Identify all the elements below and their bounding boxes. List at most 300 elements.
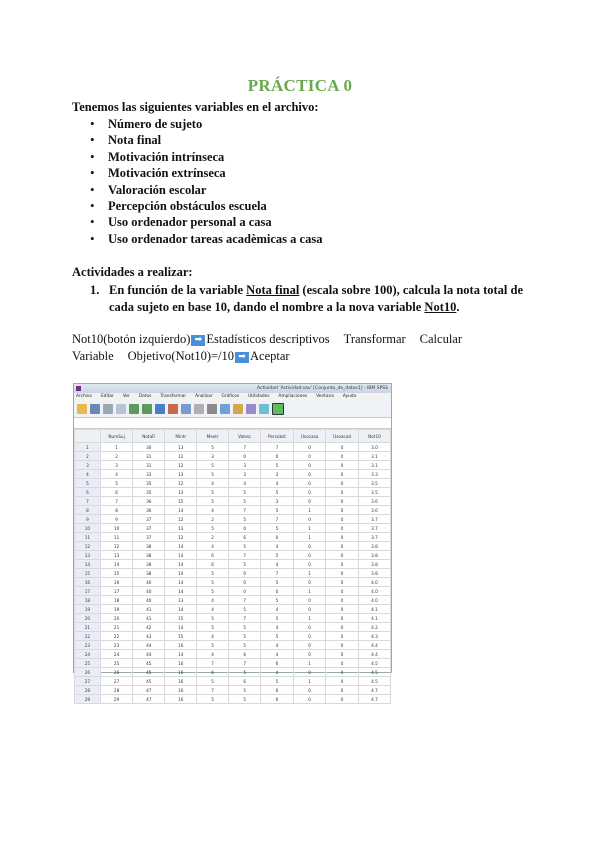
table-cell[interactable]: 0 [326,650,359,659]
table-cell[interactable]: 0 [326,533,359,542]
table-cell[interactable]: 14 [165,551,197,560]
find-icon[interactable] [207,404,217,414]
table-cell[interactable]: 13 [165,488,197,497]
table-cell[interactable]: 0 [326,641,359,650]
table-cell[interactable]: 4.0 [358,587,390,596]
menu-item[interactable]: Editar [101,394,114,399]
column-header[interactable]: Not10 [358,430,390,443]
dialog-recall-icon[interactable] [116,404,126,414]
value-labels-icon[interactable] [259,404,269,414]
row-number[interactable]: 7 [75,497,101,506]
table-cell[interactable]: 45 [133,668,165,677]
table-cell[interactable]: 3 [100,461,132,470]
table-cell[interactable]: 0 [326,605,359,614]
menu-item[interactable]: Analizar [195,394,213,399]
table-cell[interactable]: 45 [133,677,165,686]
table-cell[interactable]: 0 [293,551,326,560]
table-cell[interactable]: 5 [197,524,229,533]
table-cell[interactable]: 35 [133,479,165,488]
table-row[interactable] [75,605,391,614]
table-cell[interactable]: 5 [197,677,229,686]
table-cell[interactable]: 14 [165,605,197,614]
table-cell[interactable]: 0 [293,515,326,524]
table-cell[interactable]: 9 [100,515,132,524]
table-cell[interactable]: 6 [197,668,229,677]
table-cell[interactable]: 3.0 [358,443,390,452]
menu-item[interactable]: Transformar [160,394,187,399]
table-cell[interactable]: 6 [229,677,261,686]
table-cell[interactable]: 14 [165,623,197,632]
table-cell[interactable]: 25 [100,659,132,668]
row-number[interactable]: 5 [75,479,101,488]
table-cell[interactable]: 0 [293,578,326,587]
table-cell[interactable]: 5 [261,632,294,641]
table-cell[interactable]: 12 [165,479,197,488]
table-row[interactable] [75,551,391,560]
row-number[interactable]: 11 [75,533,101,542]
table-cell[interactable]: 14 [165,650,197,659]
print-icon[interactable] [103,404,113,414]
table-cell[interactable]: 6 [197,551,229,560]
menu-item[interactable]: Ayuda [342,394,357,399]
column-header[interactable]: Valesc [229,430,261,443]
table-cell[interactable]: 3 [261,470,294,479]
table-cell[interactable]: 26 [100,668,132,677]
table-cell[interactable]: 36 [133,497,165,506]
table-cell[interactable]: 14 [165,506,197,515]
table-row[interactable] [75,443,391,452]
column-header[interactable]: Usocasa [293,430,326,443]
table-cell[interactable]: 5 [229,623,261,632]
table-cell[interactable]: 31 [133,452,165,461]
table-cell[interactable]: 16 [165,641,197,650]
table-cell[interactable]: 4 [197,479,229,488]
table-cell[interactable]: 6 [229,650,261,659]
table-cell[interactable]: 7 [261,443,294,452]
table-cell[interactable]: 0 [293,497,326,506]
table-cell[interactable]: 31 [133,461,165,470]
table-cell[interactable]: 3.1 [358,461,390,470]
table-cell[interactable]: 7 [261,515,294,524]
split-file-icon[interactable] [220,404,230,414]
table-cell[interactable]: 4.4 [358,650,390,659]
table-cell[interactable]: 5 [197,461,229,470]
table-row[interactable] [75,623,391,632]
table-cell[interactable]: 0 [326,614,359,623]
table-cell[interactable]: 4 [197,542,229,551]
table-cell[interactable]: 43 [133,632,165,641]
goto-case-icon[interactable] [155,404,165,414]
table-row[interactable] [75,596,391,605]
table-cell[interactable]: 1 [293,659,326,668]
table-cell[interactable]: 45 [133,659,165,668]
table-cell[interactable]: 0 [326,668,359,677]
table-cell[interactable]: 3.7 [358,533,390,542]
table-cell[interactable]: 4.0 [358,578,390,587]
table-cell[interactable]: 16 [165,677,197,686]
table-cell[interactable]: 6 [229,533,261,542]
table-cell[interactable]: 0 [293,488,326,497]
row-number[interactable]: 17 [75,587,101,596]
table-cell[interactable]: 16 [165,659,197,668]
table-cell[interactable]: 0 [293,596,326,605]
table-row[interactable] [75,659,391,668]
table-cell[interactable]: 38 [133,560,165,569]
table-cell[interactable]: 0 [326,551,359,560]
table-cell[interactable]: 0 [293,479,326,488]
run-icon[interactable] [194,404,204,414]
row-number[interactable]: 14 [75,560,101,569]
table-cell[interactable]: 0 [229,524,261,533]
table-cell[interactable]: 5 [261,596,294,605]
table-cell[interactable]: 14 [165,578,197,587]
menu-item[interactable]: Ventana [316,394,334,399]
redo-icon[interactable] [142,404,152,414]
table-cell[interactable]: 3.8 [358,551,390,560]
table-cell[interactable]: 38 [133,551,165,560]
row-number[interactable]: 26 [75,668,101,677]
table-cell[interactable]: 0 [326,587,359,596]
table-cell[interactable]: 5 [229,515,261,524]
table-cell[interactable]: 12 [165,533,197,542]
table-cell[interactable]: 0 [293,443,326,452]
table-row[interactable] [75,497,391,506]
table-cell[interactable]: 4.0 [358,596,390,605]
table-cell[interactable]: 7 [229,551,261,560]
table-cell[interactable]: 3.8 [358,569,390,578]
table-cell[interactable]: 0 [293,686,326,695]
table-cell[interactable]: 0 [326,578,359,587]
table-cell[interactable]: 7 [197,659,229,668]
table-cell[interactable]: 14 [100,560,132,569]
table-row[interactable] [75,695,391,704]
table-cell[interactable]: 16 [100,578,132,587]
column-header[interactable]: Usoacad [326,430,359,443]
table-cell[interactable]: 5 [229,632,261,641]
row-number[interactable]: 6 [75,488,101,497]
row-number[interactable]: 22 [75,632,101,641]
table-cell[interactable]: 5 [229,497,261,506]
row-number[interactable]: 25 [75,659,101,668]
table-cell[interactable]: 4.1 [358,605,390,614]
table-cell[interactable]: 0 [229,452,261,461]
table-cell[interactable]: 0 [229,578,261,587]
table-cell[interactable]: 4.5 [358,659,390,668]
table-cell[interactable]: 7 [229,596,261,605]
table-cell[interactable]: 0 [326,443,359,452]
table-cell[interactable]: 3.7 [358,524,390,533]
table-cell[interactable]: 1 [293,569,326,578]
table-cell[interactable]: 5 [197,623,229,632]
row-number[interactable]: 10 [75,524,101,533]
table-cell[interactable]: 44 [133,650,165,659]
grid-corner[interactable] [75,430,101,443]
table-cell[interactable]: 5 [197,569,229,578]
table-cell[interactable]: 0 [326,452,359,461]
table-cell[interactable]: 4.5 [358,677,390,686]
table-cell[interactable]: 15 [165,632,197,641]
table-cell[interactable]: 0 [326,515,359,524]
table-cell[interactable]: 7 [229,506,261,515]
table-row[interactable] [75,641,391,650]
table-cell[interactable]: 0 [326,479,359,488]
table-cell[interactable]: 4 [261,479,294,488]
row-number[interactable]: 3 [75,461,101,470]
menu-item[interactable]: Archivo [76,394,93,399]
table-cell[interactable]: 5 [261,524,294,533]
table-cell[interactable]: 40 [133,596,165,605]
table-row[interactable] [75,560,391,569]
table-cell[interactable]: 37 [133,515,165,524]
weight-cases-icon[interactable] [233,404,243,414]
table-cell[interactable]: 5 [197,641,229,650]
row-number[interactable]: 15 [75,569,101,578]
table-cell[interactable]: 0 [293,605,326,614]
table-cell[interactable]: 23 [100,641,132,650]
table-cell[interactable]: 3.7 [358,515,390,524]
table-cell[interactable]: 0 [326,461,359,470]
table-cell[interactable]: 13 [165,443,197,452]
table-cell[interactable]: 28 [100,686,132,695]
row-number[interactable]: 4 [75,470,101,479]
select-cases-icon[interactable] [246,404,256,414]
table-cell[interactable]: 18 [100,596,132,605]
table-cell[interactable]: 0 [293,641,326,650]
table-cell[interactable]: 5 [197,578,229,587]
table-cell[interactable]: 7 [100,497,132,506]
table-cell[interactable]: 0 [293,623,326,632]
table-cell[interactable]: 0 [326,695,359,704]
table-cell[interactable]: 3.8 [358,542,390,551]
table-cell[interactable]: 3 [229,470,261,479]
save-icon[interactable] [90,404,100,414]
table-row[interactable] [75,569,391,578]
table-cell[interactable]: 0 [326,686,359,695]
table-row[interactable] [75,578,391,587]
table-cell[interactable]: 5 [197,587,229,596]
row-number[interactable]: 21 [75,623,101,632]
menu-item[interactable]: Ampliaciones [278,394,308,399]
table-row[interactable] [75,587,391,596]
table-cell[interactable]: 0 [293,470,326,479]
table-cell[interactable]: 5 [197,614,229,623]
table-cell[interactable]: 0 [326,470,359,479]
table-cell[interactable]: 5 [261,488,294,497]
table-cell[interactable]: 47 [133,686,165,695]
table-cell[interactable]: 4 [197,506,229,515]
column-header[interactable]: Mextr [197,430,229,443]
table-cell[interactable]: 4 [197,605,229,614]
table-row[interactable] [75,515,391,524]
table-cell[interactable]: 0 [326,677,359,686]
table-cell[interactable]: 1 [293,506,326,515]
table-cell[interactable]: 5 [197,443,229,452]
table-cell[interactable]: 5 [229,695,261,704]
table-cell[interactable]: 3.3 [358,470,390,479]
table-cell[interactable]: 0 [261,452,294,461]
table-cell[interactable]: 5 [261,551,294,560]
table-row[interactable] [75,677,391,686]
table-cell[interactable]: 5 [100,479,132,488]
table-cell[interactable]: 3 [261,497,294,506]
table-cell[interactable]: 14 [165,560,197,569]
table-cell[interactable]: 5 [229,668,261,677]
column-header[interactable]: NumSuj [100,430,132,443]
table-cell[interactable]: 1 [293,614,326,623]
table-cell[interactable]: 33 [133,470,165,479]
table-cell[interactable]: 1 [293,524,326,533]
row-number[interactable]: 18 [75,596,101,605]
table-row[interactable] [75,668,391,677]
table-row[interactable] [75,650,391,659]
table-cell[interactable]: 6 [261,659,294,668]
table-cell[interactable]: 0 [326,659,359,668]
table-cell[interactable]: 0 [293,560,326,569]
table-row[interactable] [75,632,391,641]
row-number[interactable]: 28 [75,686,101,695]
table-cell[interactable]: 27 [100,677,132,686]
table-cell[interactable]: 13 [165,524,197,533]
table-row[interactable] [75,686,391,695]
table-cell[interactable]: 3 [197,452,229,461]
table-cell[interactable]: 40 [133,587,165,596]
table-cell[interactable]: 4.2 [358,623,390,632]
table-row[interactable] [75,479,391,488]
table-cell[interactable]: 0 [261,587,294,596]
table-cell[interactable]: 5 [261,461,294,470]
table-cell[interactable]: 4 [197,596,229,605]
table-cell[interactable]: 5 [197,470,229,479]
table-cell[interactable]: 13 [165,470,197,479]
row-number[interactable]: 16 [75,578,101,587]
row-number[interactable]: 20 [75,614,101,623]
table-cell[interactable]: 2 [100,452,132,461]
table-cell[interactable]: 16 [165,686,197,695]
table-cell[interactable]: 7 [229,659,261,668]
row-number[interactable]: 2 [75,452,101,461]
table-cell[interactable]: 3.1 [358,452,390,461]
table-cell[interactable]: 6 [100,488,132,497]
table-cell[interactable]: 4.5 [358,668,390,677]
table-cell[interactable]: 7 [197,686,229,695]
table-cell[interactable]: 4.7 [358,695,390,704]
row-number[interactable]: 29 [75,695,101,704]
table-cell[interactable]: 0 [293,632,326,641]
table-row[interactable] [75,533,391,542]
table-cell[interactable]: 0 [326,596,359,605]
table-cell[interactable]: 14 [165,587,197,596]
table-cell[interactable]: 38 [133,569,165,578]
table-cell[interactable]: 6 [261,686,294,695]
table-cell[interactable]: 21 [100,623,132,632]
table-row[interactable] [75,488,391,497]
table-cell[interactable]: 4 [229,479,261,488]
table-cell[interactable]: 0 [326,623,359,632]
table-cell[interactable]: 38 [133,542,165,551]
table-cell[interactable]: 1 [293,587,326,596]
table-cell[interactable]: 0 [326,569,359,578]
row-number[interactable]: 19 [75,605,101,614]
table-cell[interactable]: 42 [133,623,165,632]
table-cell[interactable]: 0 [326,560,359,569]
table-cell[interactable]: 3.8 [358,560,390,569]
table-cell[interactable]: 35 [133,488,165,497]
table-cell[interactable]: 4.4 [358,641,390,650]
table-cell[interactable]: 11 [100,533,132,542]
table-cell[interactable]: 12 [165,461,197,470]
table-cell[interactable]: 0 [326,542,359,551]
column-header[interactable]: Mintr [165,430,197,443]
table-cell[interactable]: 15 [165,614,197,623]
menu-item[interactable]: Datos [138,394,152,399]
menu-item[interactable]: Utilidades [248,394,270,399]
table-cell[interactable]: 5 [261,578,294,587]
table-cell[interactable]: 4 [100,470,132,479]
table-cell[interactable]: 0 [326,632,359,641]
table-cell[interactable]: 4 [261,650,294,659]
table-cell[interactable]: 0 [293,668,326,677]
table-cell[interactable]: 3.5 [358,488,390,497]
table-cell[interactable]: 10 [100,524,132,533]
row-number[interactable]: 24 [75,650,101,659]
table-cell[interactable]: 15 [165,497,197,506]
table-cell[interactable]: 4 [197,632,229,641]
column-header[interactable]: NotaFi [133,430,165,443]
table-cell[interactable]: 5 [229,542,261,551]
table-cell[interactable]: 47 [133,695,165,704]
table-cell[interactable]: 5 [229,560,261,569]
table-cell[interactable]: 0 [293,542,326,551]
row-number[interactable]: 27 [75,677,101,686]
table-cell[interactable]: 19 [100,605,132,614]
table-cell[interactable]: 0 [261,533,294,542]
row-number[interactable]: 9 [75,515,101,524]
variables-icon[interactable] [181,404,191,414]
table-cell[interactable]: 5 [261,506,294,515]
row-number[interactable]: 1 [75,443,101,452]
table-cell[interactable]: 6 [197,560,229,569]
table-cell[interactable]: 4 [261,668,294,677]
row-number[interactable]: 8 [75,506,101,515]
table-cell[interactable]: 37 [133,533,165,542]
table-cell[interactable]: 20 [100,614,132,623]
table-cell[interactable]: 4.3 [358,632,390,641]
table-row[interactable] [75,506,391,515]
table-cell[interactable]: 5 [229,488,261,497]
table-cell[interactable]: 13 [100,551,132,560]
table-cell[interactable]: 2 [197,515,229,524]
table-cell[interactable]: 40 [133,578,165,587]
table-cell[interactable]: 5 [197,488,229,497]
table-cell[interactable]: 41 [133,605,165,614]
table-cell[interactable]: 0 [229,587,261,596]
table-cell[interactable]: 12 [165,452,197,461]
table-cell[interactable]: 14 [165,542,197,551]
table-cell[interactable]: 4 [261,641,294,650]
table-cell[interactable]: 0 [293,650,326,659]
table-cell[interactable]: 4.7 [358,686,390,695]
table-cell[interactable]: 16 [165,668,197,677]
table-cell[interactable]: 0 [326,497,359,506]
table-cell[interactable]: 8 [100,506,132,515]
table-cell[interactable]: 15 [100,569,132,578]
undo-icon[interactable] [129,404,139,414]
table-cell[interactable]: 17 [100,587,132,596]
table-cell[interactable]: 7 [229,443,261,452]
row-number[interactable]: 13 [75,551,101,560]
use-sets-icon[interactable] [272,403,284,415]
menu-item[interactable]: Gráficos [221,394,240,399]
